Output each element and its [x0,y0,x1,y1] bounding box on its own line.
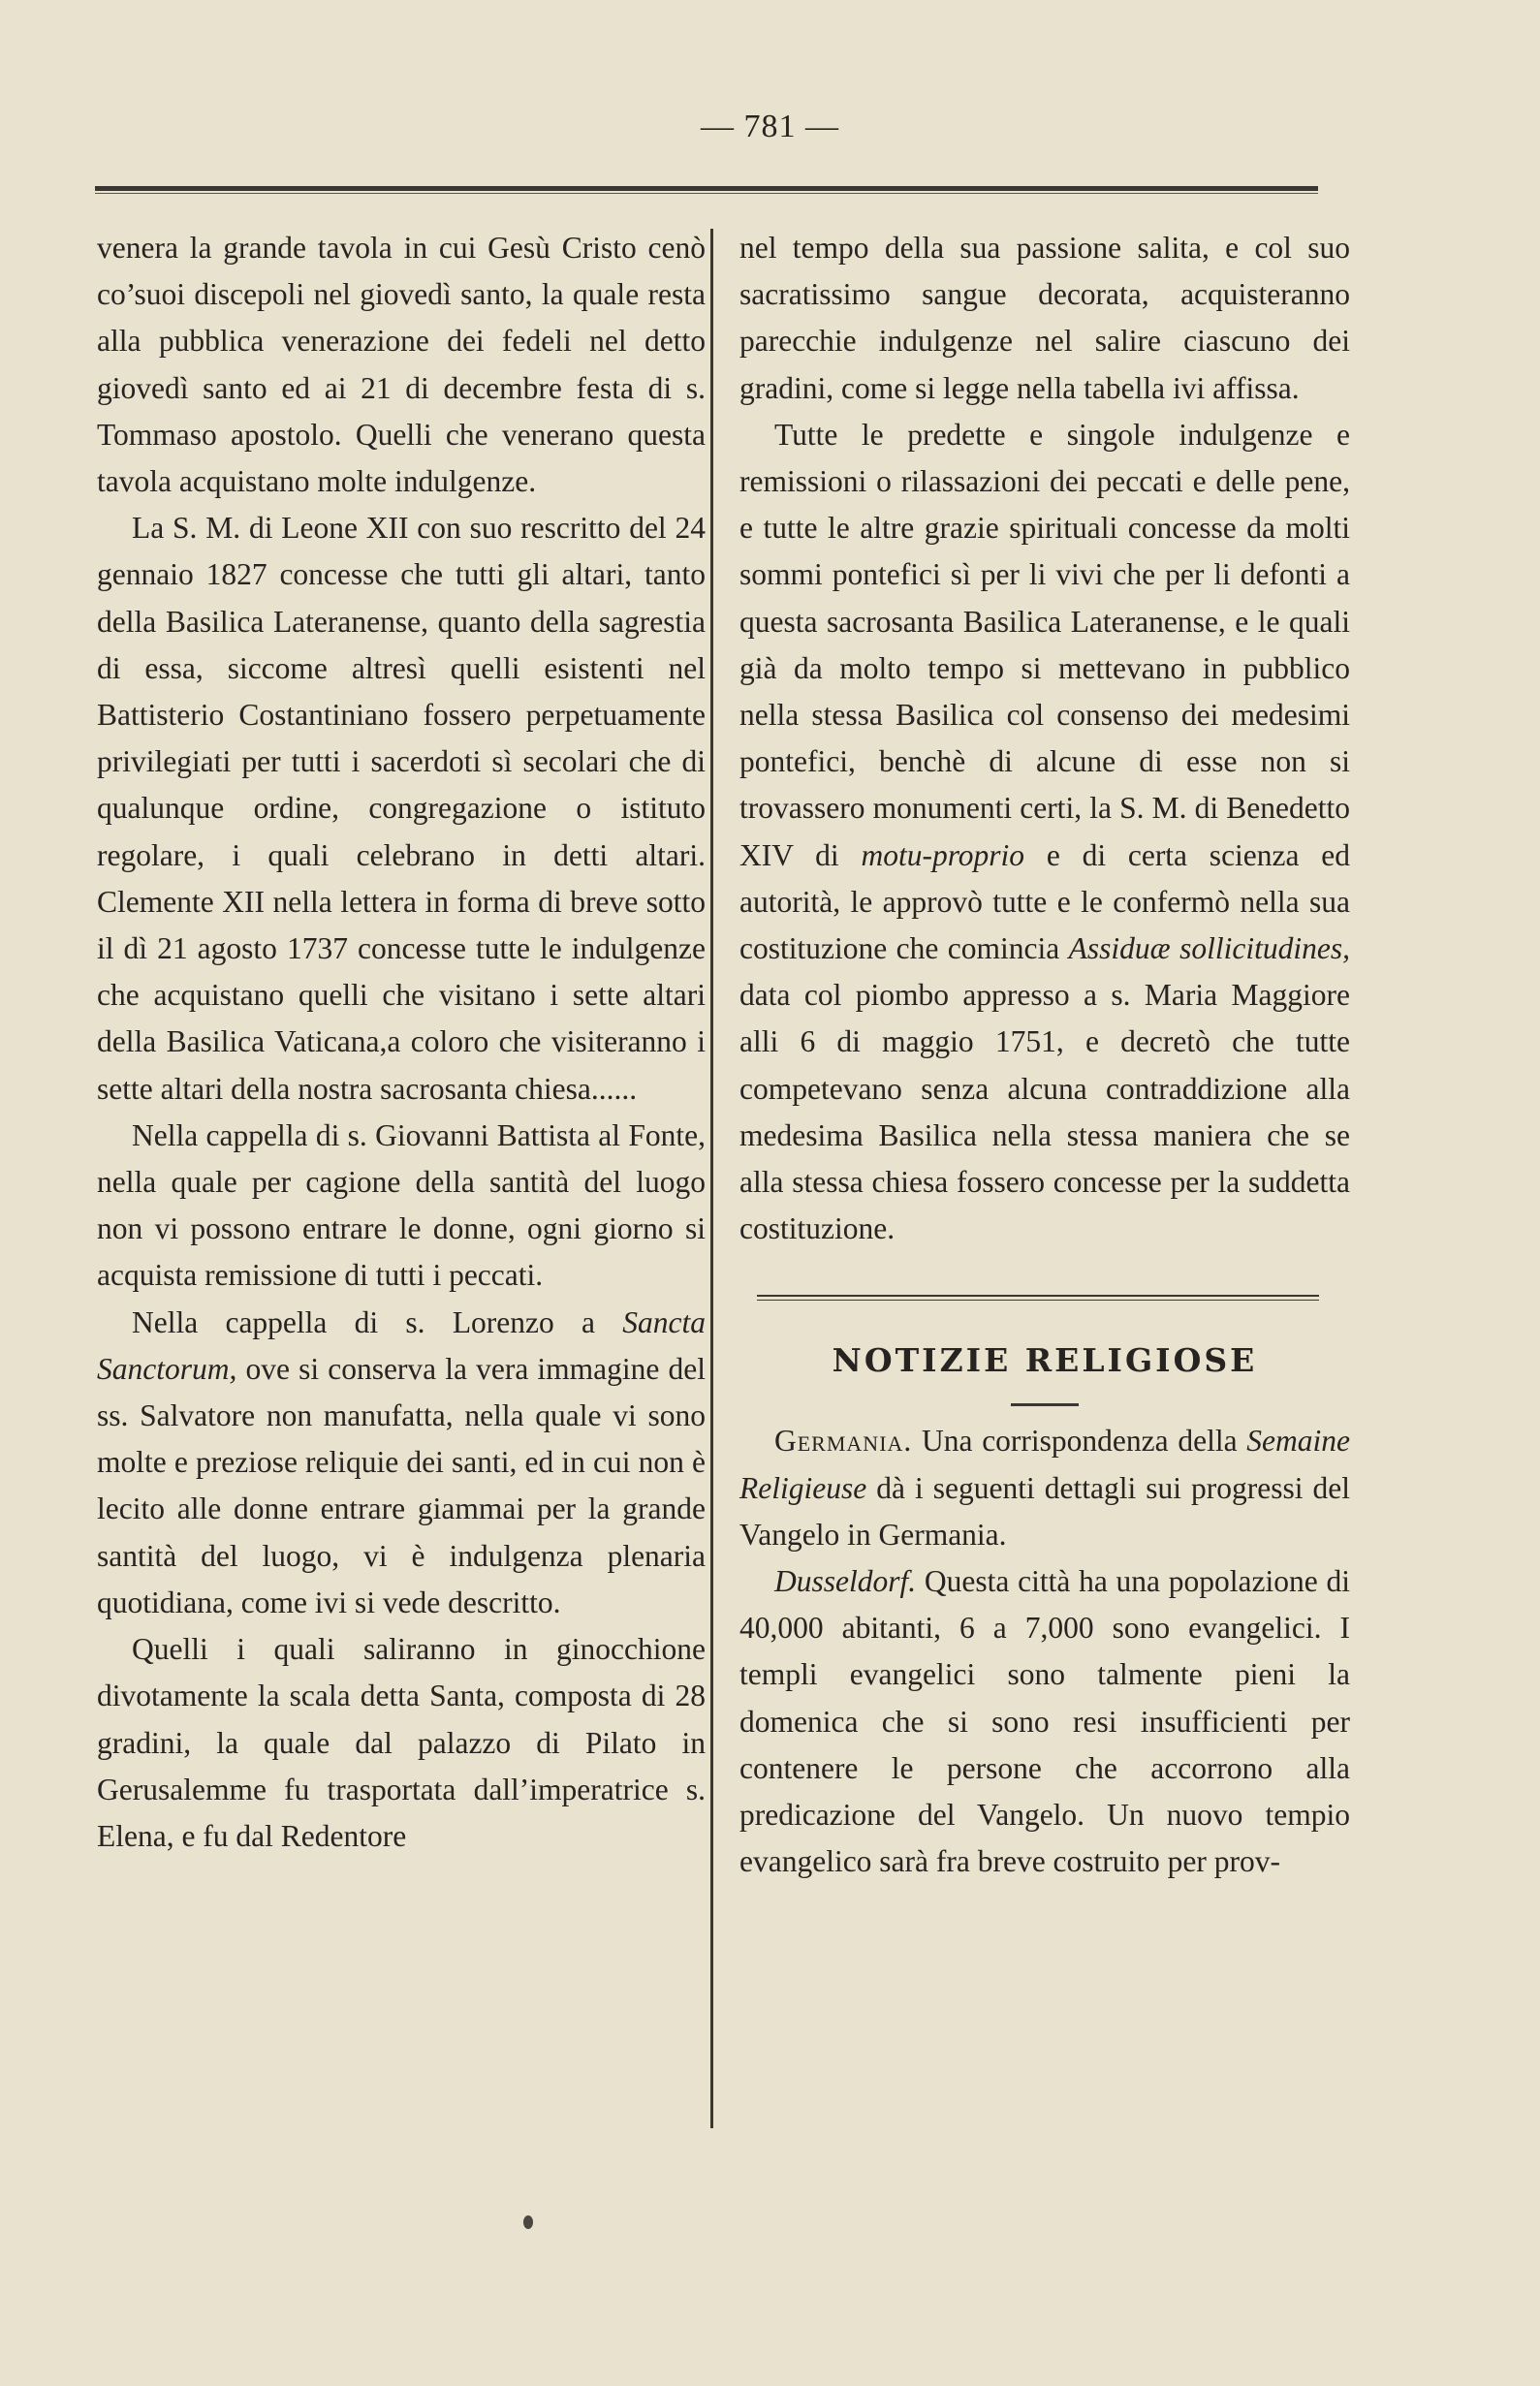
text-run: Nella cappella di s. Lorenzo a [132,1304,623,1339]
text-run: Questa città ha una popolazione di 40,000 abitanti, 6 a 7,000 sono evangelici. I templi evangelici sono talmente pieni la domenica che si sono resi insufficienti per contenere le persone che accorrono alla predicazione del Vangelo. Un nuovo tempio evangelico sarà fra breve costruito per prov- [739,1564,1350,1879]
paragraph-dusseldorf [739,1558,1350,1885]
italic-run: Sancta Sanctorum, [97,1304,706,1386]
text-run: Tutte le predette e singole indulgenze e remissioni o rilassazioni dei peccati e delle pene, e tutte le altre grazie spirituali concesse da molti sommi pontefici sì per li vivi che per li defonti a questa sacrosanta Basilica Lateranense, e le quali già da molto tempo si mettevano in pubblico nella stessa Basilica col consenso dei medesimi pontefici, benchè di alcune di esse non si trovassero monumenti certi, la S. M. di Benedetto XIV di [739,417,1350,872]
place-label: Germania. [774,1424,913,1459]
section-rule [757,1295,1319,1301]
text-run: dà i seguenti dettagli sui progressi del Vangelo in Germania. [739,1470,1350,1552]
text-run: Una corrispondenza della [912,1424,1247,1459]
paragraph-leone-xii: La S. M. di Leone XII con suo rescritto del 24 gennaio 1827 concesse che tutti gli altari, tanto della Basilica Lateranense, quanto della sagrestia di essa, siccome altresì quelli esistenti nel Battisterio Costantiniano fossero perpetuamente privilegiati per tutti i sacerdoti sì secolari che di qualunque ordine, congregazione o istituto regolare, i quali celebrano in detti altari. Clemente XII nella lettera in forma di breve sotto il dì 21 agosto 1737 concesse tutte le indulgenze che acquistano quelli che visitano i sette altari della Basilica Vaticana,a coloro che visiteranno i sette altari della nostra sacrosanta chiesa...... [97,511,706,1106]
place-label: Dusseldorf. [774,1564,917,1599]
text-run: e di certa scienza ed autorità, le approvò tutte e le confermò nella sua costituzione che comincia [739,837,1350,966]
right-column [739,225,1350,1886]
italic-run: motu-proprio [861,837,1025,872]
paragraph-tavola: venera la grande tavola in cui Gesù Cristo cenò co’suoi discepoli nel giovedì santo, la quale resta alla pubblica venerazione dei fedeli nel detto giovedì santo ed ai 21 di decembre festa di s. Tommaso apostolo. Quelli che venerano questa tavola acquistano molte indulgenze. [97,231,706,499]
paragraph-cappella-lorenzo [97,1300,706,1626]
column-divider [710,229,713,2128]
bottom-mark [523,2215,533,2229]
text-run: ove si conserva la vera immagine del ss. Salvatore non manufatta, nella quale vi sono molte e preziose reliquie dei santi, ed in cui non è lecito alle donne entrare giammai per la grande santità del luogo, vi è indulgenza plenaria quotidiana, come ivi si vede descritto. [97,1351,706,1619]
section-title: NOTIZIE RELIGIOSE [832,1341,1258,1380]
page-number: — 781 — [701,109,839,144]
italic-run: Semaine Religieuse [739,1424,1350,1505]
header-rule [95,186,1318,194]
paragraph-germania [739,1418,1350,1558]
left-column [97,225,706,1860]
text-run: data col piombo appresso a s. Maria Maggiore alli 6 di maggio 1751, e decretò che tutte competevano senza alcuna contraddizione alla medesima Basilica nella stessa maniera che se alla stessa chiesa fossero concesse per la suddetta costituzione. [739,978,1350,1246]
paragraph-cappella-battista: Nella cappella di s. Giovanni Battista al Fonte, nella quale per cagione della santità del luogo non vi possono entrare le donne, ogni giorno si acquista remissione di tutti i peccati. [97,1117,706,1293]
italic-run: Assiduæ sollicitudines, [1068,931,1350,966]
paragraph-passione: nel tempo della sua passione salita, e col suo sacratissimo sangue decorata, acquisteranno parecchie indulgenze nel salire ciascuno dei gradini, come si legge nella tabella ivi affissa. [739,231,1350,405]
paragraph-indulgenze [739,412,1350,1253]
paragraph-scala-santa: Quelli i quali saliranno in ginocchione divotamente la scala detta Santa, composta di 28 gradini, la quale dal palazzo di Pilato in Gerusalemme fu trasportata dall’imperatrice s. Elena, e fu dal Redentore [97,1632,706,1853]
section-short-rule [1011,1403,1079,1406]
